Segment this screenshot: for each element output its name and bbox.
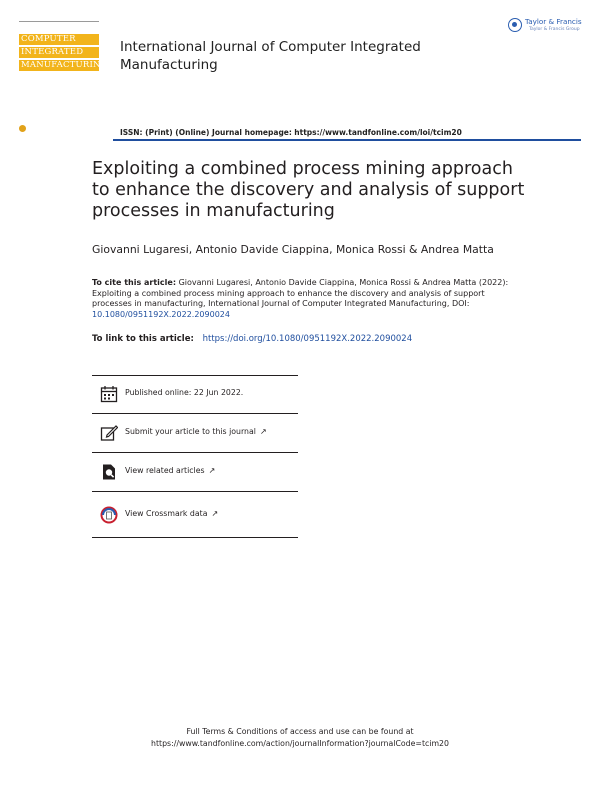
related-articles-link[interactable]: View related articles ↗ [125, 466, 216, 475]
published-online-row [92, 375, 298, 413]
submit-article-link[interactable]: Submit your article to this journal ↗ [125, 427, 267, 436]
calendar-icon [100, 385, 118, 403]
article-authors: Giovanni Lugaresi, Antonio Davide Ciappina, Monica Rossi & Andrea Matta [92, 243, 494, 256]
publisher-small-logo [19, 122, 59, 134]
external-link-icon: ↗ [208, 466, 216, 475]
publisher-logo-icon [508, 18, 522, 32]
published-online-text: Published online: 22 Jun 2022. [125, 388, 244, 397]
cover-title-line-3: MANUFACTURING [21, 60, 108, 70]
external-link-icon: ↗ [259, 427, 267, 436]
cover-top-line [19, 21, 99, 22]
article-doi-link[interactable]: https://doi.org/10.1080/0951192X.2022.2090024 [202, 334, 413, 344]
article-title: Exploiting a combined process mining approach to enhance the discovery and analysis of support processes in manufacturing [92, 159, 525, 221]
terms-footer-line-1: Full Terms & Conditions of access and use can be found at [186, 727, 414, 736]
terms-footer [0, 726, 600, 750]
citation-label: To cite this article: [92, 278, 177, 287]
issn-line [120, 128, 462, 137]
publisher-logo [508, 14, 588, 40]
journal-title[interactable]: International Journal of Computer Integrated Manufacturing [120, 39, 421, 73]
submit-article-row[interactable] [92, 414, 298, 452]
info-box-bottom-rule [92, 537, 298, 538]
citation-block [92, 278, 522, 320]
article-link-label: To link to this article: [92, 334, 194, 344]
journal-homepage-link[interactable]: https://www.tandfonline.com/loi/tcim20 [294, 128, 462, 137]
header-divider [113, 139, 581, 141]
crossmark-row[interactable] [92, 496, 298, 534]
document-search-icon [100, 463, 118, 481]
journal-cover-thumbnail [19, 21, 108, 73]
edit-icon [100, 424, 118, 442]
related-articles-row[interactable] [92, 453, 298, 491]
publisher-logo-name: Taylor & Francis [525, 17, 582, 26]
article-link-line [92, 334, 412, 344]
publisher-small-logo-icon [19, 125, 26, 132]
crossmark-link[interactable]: View Crossmark data ↗ [125, 509, 219, 518]
publisher-logo-subtitle: Taylor & Francis Group [529, 27, 580, 32]
cover-title-line-1: COMPUTER [19, 34, 99, 45]
info-box-rule-3 [92, 491, 298, 492]
issn-label: ISSN: (Print) (Online) Journal homepage: [120, 128, 292, 137]
cover-title-line-2: INTEGRATED [19, 47, 99, 58]
citation-text: Giovanni Lugaresi, Antonio Davide Ciappina, Monica Rossi & Andrea Matta (2022): Exploiting a combined process mining approach to enhance the discovery and analysis of support processes in manufacturing, International Journal of Computer Integrated Manufacturing, DOI: [92, 278, 509, 309]
terms-footer-link[interactable]: https://www.tandfonline.com/action/journalInformation?journalCode=tcim20 [151, 739, 449, 748]
external-link-icon: ↗ [211, 509, 219, 518]
citation-doi-link[interactable]: 10.1080/0951192X.2022.2090024 [92, 309, 230, 319]
crossmark-icon [100, 506, 118, 524]
